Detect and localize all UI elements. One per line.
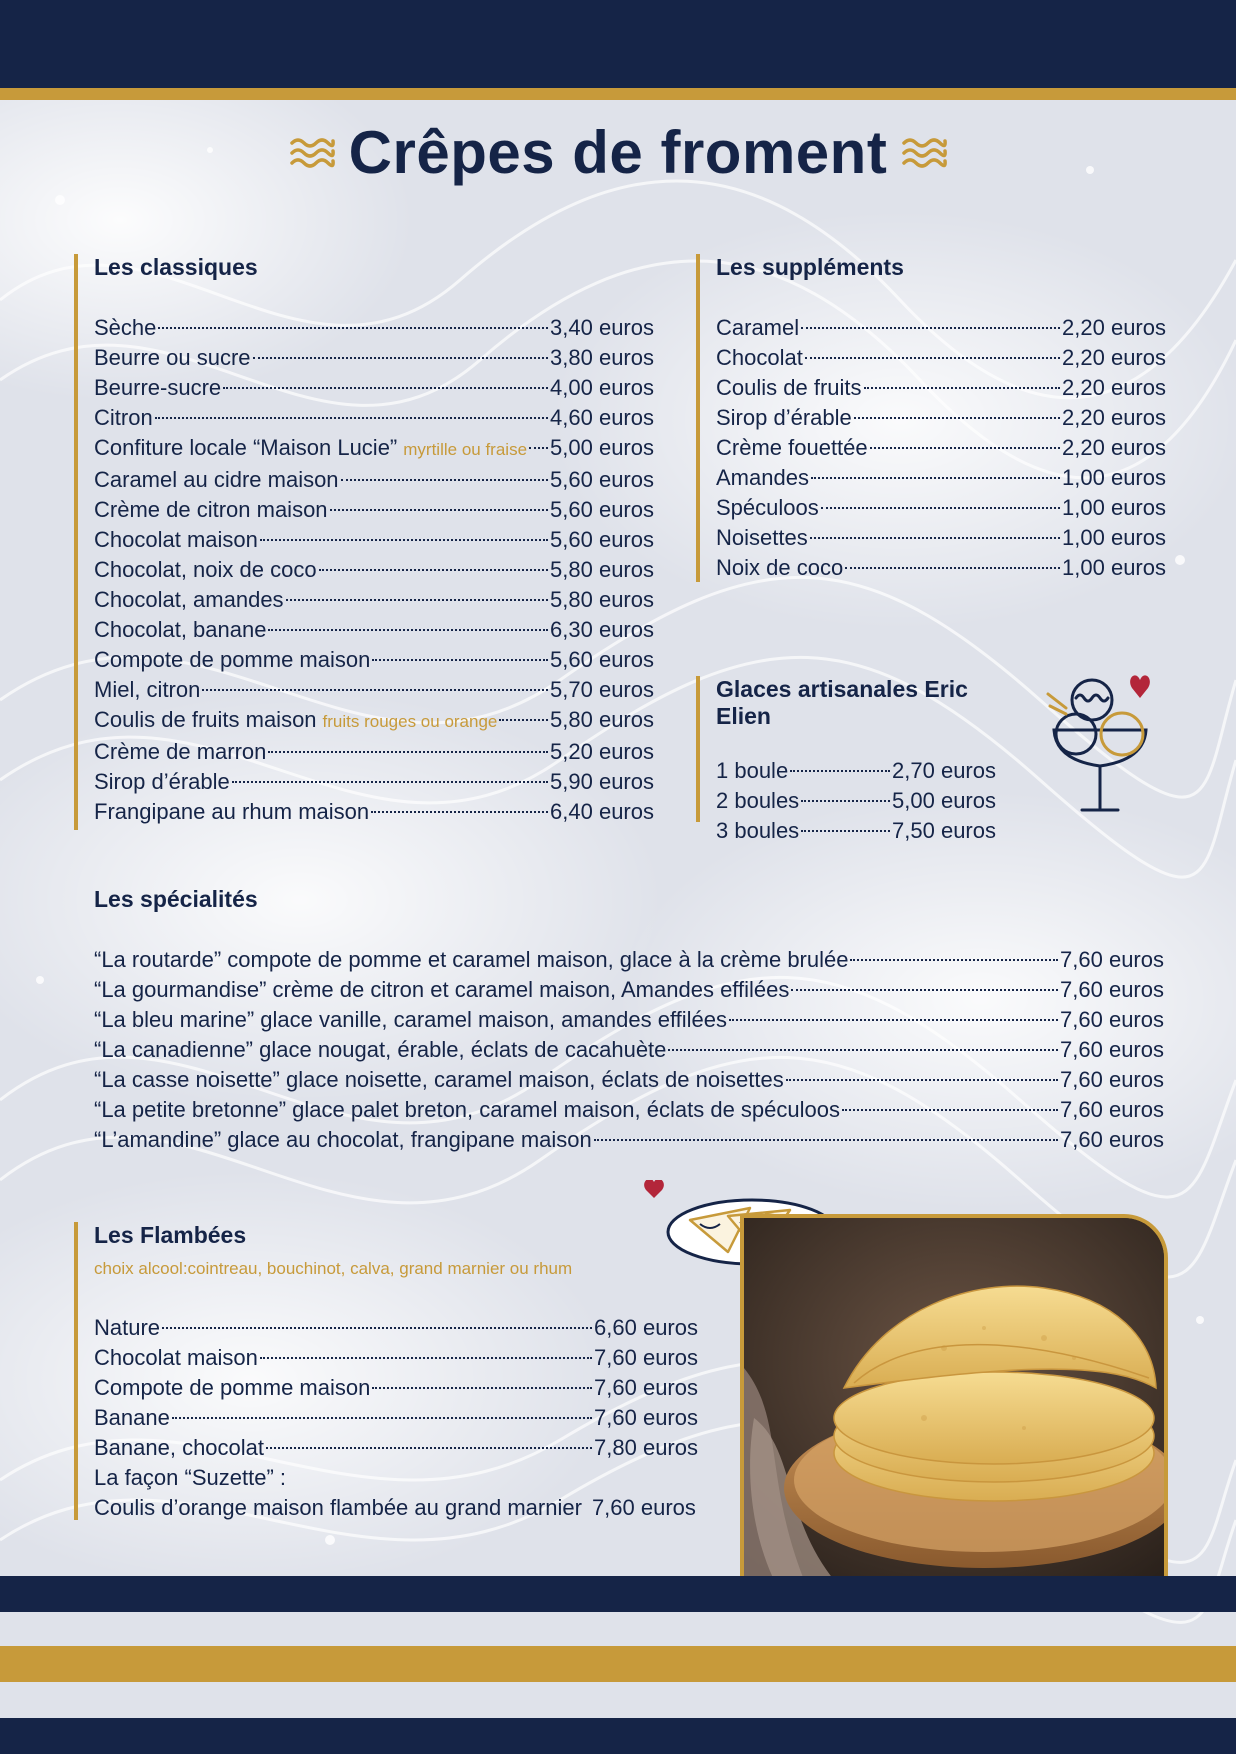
menu-item xyxy=(94,1095,1164,1125)
menu-item xyxy=(94,525,654,555)
item-name: Compote de pomme maison xyxy=(94,1375,371,1400)
dot-leader xyxy=(854,417,1060,419)
section-title-specialites: Les spécialités xyxy=(94,886,258,912)
item-price: 5,80 euros xyxy=(550,587,654,612)
item-name: Chocolat maison xyxy=(94,1345,258,1370)
menu-item xyxy=(716,313,1166,343)
item-note: myrtille ou fraise xyxy=(403,440,528,459)
section-specialites xyxy=(74,886,1164,1155)
section-classiques xyxy=(74,254,654,830)
item-name: Crème de marron xyxy=(94,739,267,764)
dot-leader xyxy=(870,447,1060,449)
item-price: 4,00 euros xyxy=(550,375,654,400)
item-name: Compote de pomme maison xyxy=(94,647,371,672)
item-price: 2,20 euros xyxy=(1062,405,1166,430)
item-price: 7,60 euros xyxy=(1060,1097,1164,1122)
item-name: Miel, citron xyxy=(94,677,201,702)
menu-item xyxy=(94,403,654,433)
item-name: “La casse noisette” glace noisette, caramel maison, éclats de noisettes xyxy=(94,1067,784,1092)
item-price: 5,60 euros xyxy=(550,527,654,552)
item-name: Confiture locale “Maison Lucie” xyxy=(94,435,398,460)
item-name: Sèche xyxy=(94,315,157,340)
crepes-photo xyxy=(740,1214,1168,1576)
item-price: 5,70 euros xyxy=(550,677,654,702)
dot-leader xyxy=(594,1139,1058,1141)
dot-leader xyxy=(729,1019,1058,1021)
item-name: Frangipane au rhum maison xyxy=(94,799,370,824)
dot-leader xyxy=(850,959,1058,961)
item-name: Crème de citron maison xyxy=(94,497,328,522)
menu-item xyxy=(94,343,654,373)
dot-leader xyxy=(232,781,548,783)
item-price: 6,30 euros xyxy=(550,617,654,642)
heart-icon xyxy=(644,1180,664,1198)
item-price: 7,60 euros xyxy=(1060,947,1164,972)
item-price: 7,60 euros xyxy=(1060,1127,1164,1152)
supplements-list xyxy=(716,313,1166,583)
item-price: 7,60 euros xyxy=(591,1495,696,1520)
item-name: “L’amandine” glace au chocolat, frangipane maison xyxy=(94,1127,592,1152)
item-price: 7,60 euros xyxy=(1060,1007,1164,1032)
menu-item xyxy=(94,1343,698,1373)
item-price: 2,70 euros xyxy=(892,758,996,783)
item-name: Beurre-sucre xyxy=(94,375,222,400)
section-glaces xyxy=(696,676,1016,843)
menu-item-suzette xyxy=(94,1493,698,1523)
item-name: Coulis d’orange maison flambée au grand marnier xyxy=(94,1495,582,1520)
item-price: 2,20 euros xyxy=(1062,375,1166,400)
dot-leader xyxy=(266,1447,592,1449)
menu-item xyxy=(94,1313,698,1343)
dot-leader xyxy=(786,1079,1058,1081)
ice-cream-cup-icon xyxy=(1040,672,1160,822)
heart-icon xyxy=(1130,675,1150,698)
item-price: 7,60 euros xyxy=(1060,977,1164,1002)
menu-item xyxy=(716,403,1166,433)
page-header xyxy=(0,118,1236,187)
dot-leader xyxy=(268,751,548,753)
menu-item xyxy=(94,585,654,615)
dot-leader xyxy=(371,811,548,813)
menu-item xyxy=(716,493,1166,523)
menu-item xyxy=(94,797,654,827)
item-name: Caramel xyxy=(716,315,800,340)
alcohol-choice-note: choix alcool:cointreau, bouchinot, calva, grand marnier ou rhum xyxy=(94,1259,573,1278)
waves-icon xyxy=(289,133,335,173)
item-name: 1 boule xyxy=(716,758,789,783)
item-name: Sirop d’érable xyxy=(716,405,852,430)
flambees-list xyxy=(94,1313,698,1523)
item-price: 1,00 euros xyxy=(1062,495,1166,520)
item-price: 4,60 euros xyxy=(550,405,654,430)
item-name: Coulis de fruits maison xyxy=(94,707,317,732)
item-name: Citron xyxy=(94,405,153,430)
menu-item xyxy=(94,1005,1164,1035)
menu-item xyxy=(716,553,1166,583)
menu-item xyxy=(716,816,996,846)
dot-leader xyxy=(801,800,890,802)
menu-item xyxy=(94,975,1164,1005)
item-price: 3,80 euros xyxy=(550,345,654,370)
bottom-gold-band xyxy=(0,1646,1236,1682)
menu-item xyxy=(94,705,654,737)
menu-item xyxy=(94,495,654,525)
item-price: 2,20 euros xyxy=(1062,315,1166,340)
page-title: Crêpes de froment xyxy=(348,119,888,186)
bottom-navy-band xyxy=(0,1576,1236,1612)
dot-leader xyxy=(668,1049,1058,1051)
item-name: “La bleu marine” glace vanille, caramel maison, amandes effilées xyxy=(94,1007,728,1032)
menu-item xyxy=(94,675,654,705)
dot-leader xyxy=(286,599,548,601)
dot-leader xyxy=(372,659,548,661)
item-name: Beurre ou sucre xyxy=(94,345,251,370)
dot-leader xyxy=(341,479,548,481)
dot-leader xyxy=(253,357,549,359)
waves-icon xyxy=(901,133,947,173)
item-price: 5,00 euros xyxy=(550,435,654,460)
menu-item xyxy=(94,433,654,465)
item-name: “La petite bretonne” glace palet breton, caramel maison, éclats de spéculoos xyxy=(94,1097,840,1122)
dot-leader xyxy=(158,327,548,329)
item-price: 2,20 euros xyxy=(1062,345,1166,370)
menu-item xyxy=(716,433,1166,463)
item-price: 6,40 euros xyxy=(550,799,654,824)
dot-leader xyxy=(805,357,1060,359)
classiques-list xyxy=(94,313,654,827)
menu-item xyxy=(94,465,654,495)
item-name: “La routarde” compote de pomme et caramel maison, glace à la crème brulée xyxy=(94,947,849,972)
item-price: 1,00 euros xyxy=(1062,555,1166,580)
menu-item xyxy=(716,786,996,816)
item-price: 5,60 euros xyxy=(550,497,654,522)
dot-leader xyxy=(791,989,1058,991)
dot-leader xyxy=(801,830,890,832)
section-title-flambees: Les Flambées xyxy=(94,1222,247,1248)
item-name: Chocolat, amandes xyxy=(94,587,284,612)
dot-leader xyxy=(821,507,1060,509)
item-price: 3,40 euros xyxy=(550,315,654,340)
menu-item xyxy=(94,313,654,343)
dot-leader xyxy=(319,569,548,571)
item-name: Crème fouettée xyxy=(716,435,868,460)
dot-leader xyxy=(172,1417,592,1419)
item-price: 7,80 euros xyxy=(594,1435,698,1460)
menu-item xyxy=(94,645,654,675)
section-supplements xyxy=(696,254,1166,582)
item-price: 5,20 euros xyxy=(550,739,654,764)
dot-leader xyxy=(202,689,548,691)
item-price: 5,60 euros xyxy=(550,467,654,492)
menu-item xyxy=(716,463,1166,493)
menu-item xyxy=(94,1373,698,1403)
menu-item xyxy=(94,1125,1164,1155)
item-price: 1,00 euros xyxy=(1062,525,1166,550)
item-price: 7,50 euros xyxy=(892,818,996,843)
item-name: 3 boules xyxy=(716,818,800,843)
specialites-list xyxy=(94,945,1164,1155)
menu-item xyxy=(94,1035,1164,1065)
section-title-classiques: Les classiques xyxy=(94,254,258,280)
menu-item xyxy=(94,945,1164,975)
item-name: Sirop d’érable xyxy=(94,769,230,794)
bottom-navy-band-2 xyxy=(0,1718,1236,1754)
item-price: 6,60 euros xyxy=(594,1315,698,1340)
item-price: 5,80 euros xyxy=(550,707,654,732)
item-note: fruits rouges ou orange xyxy=(322,712,498,731)
dot-leader xyxy=(529,447,548,449)
section-flambees xyxy=(74,1222,698,1520)
suzette-label: La façon “Suzette” : xyxy=(94,1465,286,1490)
item-name: Coulis de fruits xyxy=(716,375,862,400)
glaces-list xyxy=(716,756,1016,846)
dot-leader xyxy=(155,417,548,419)
item-price: 7,60 euros xyxy=(1060,1067,1164,1092)
item-name: Caramel au cidre maison xyxy=(94,467,339,492)
item-price: 5,00 euros xyxy=(892,788,996,813)
menu-item xyxy=(94,373,654,403)
menu-item xyxy=(716,523,1166,553)
item-name: Amandes xyxy=(716,465,809,490)
top-gold-band xyxy=(0,88,1236,100)
item-name: Noisettes xyxy=(716,525,808,550)
crepes-stack-image xyxy=(744,1218,1168,1576)
dot-leader xyxy=(811,477,1060,479)
menu-item xyxy=(716,373,1166,403)
dot-leader xyxy=(260,539,548,541)
item-price: 7,60 euros xyxy=(594,1375,698,1400)
dot-leader xyxy=(801,327,1060,329)
top-navy-band xyxy=(0,0,1236,88)
menu-item xyxy=(716,756,996,786)
dot-leader xyxy=(260,1357,592,1359)
item-name: Noix de coco xyxy=(716,555,844,580)
item-price: 7,60 euros xyxy=(1060,1037,1164,1062)
dot-leader xyxy=(790,770,890,772)
item-name: Chocolat, banane xyxy=(94,617,267,642)
item-name: Spéculoos xyxy=(716,495,819,520)
dot-leader xyxy=(845,567,1060,569)
dot-leader xyxy=(864,387,1061,389)
menu-item xyxy=(716,343,1166,373)
item-price: 2,20 euros xyxy=(1062,435,1166,460)
dot-leader xyxy=(330,509,548,511)
menu-item xyxy=(94,1433,698,1463)
item-price: 7,60 euros xyxy=(594,1405,698,1430)
item-name: Banane, chocolat xyxy=(94,1435,265,1460)
section-title-supplements: Les suppléments xyxy=(716,254,904,280)
section-title-glaces: Glaces artisanales Eric Elien xyxy=(716,676,968,729)
dot-leader xyxy=(372,1387,592,1389)
item-name: Chocolat maison xyxy=(94,527,258,552)
dot-leader xyxy=(268,629,548,631)
menu-item xyxy=(94,1403,698,1433)
item-price: 7,60 euros xyxy=(594,1345,698,1370)
item-price: 5,90 euros xyxy=(550,769,654,794)
menu-item xyxy=(94,1065,1164,1095)
item-price: 5,60 euros xyxy=(550,647,654,672)
dot-leader xyxy=(810,537,1060,539)
item-name: Chocolat, noix de coco xyxy=(94,557,317,582)
item-name: 2 boules xyxy=(716,788,800,813)
item-name: “La gourmandise” crème de citron et caramel maison, Amandes effilées xyxy=(94,977,790,1002)
item-name: “La canadienne” glace nougat, érable, éclats de cacahuète xyxy=(94,1037,667,1062)
item-price: 5,80 euros xyxy=(550,557,654,582)
menu-item xyxy=(94,737,654,767)
item-name: Nature xyxy=(94,1315,161,1340)
menu-item xyxy=(94,767,654,797)
dot-leader xyxy=(162,1327,592,1329)
menu-item xyxy=(94,555,654,585)
menu-item xyxy=(94,615,654,645)
dot-leader xyxy=(499,719,548,721)
item-price: 1,00 euros xyxy=(1062,465,1166,490)
item-name: Banane xyxy=(94,1405,170,1430)
item-name: Chocolat xyxy=(716,345,803,370)
dot-leader xyxy=(842,1109,1058,1111)
dot-leader xyxy=(223,387,548,389)
